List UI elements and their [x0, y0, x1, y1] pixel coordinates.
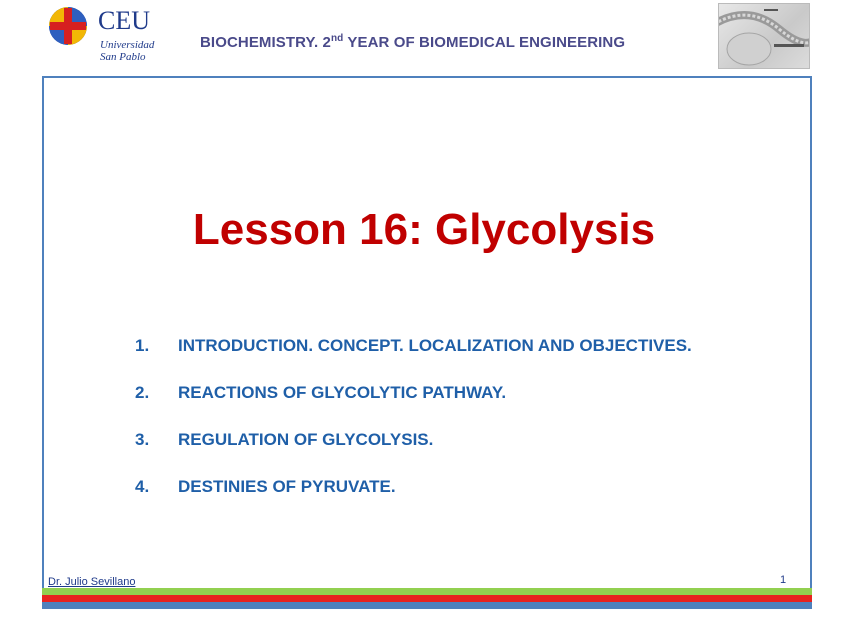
course-title-part2: YEAR OF BIOMEDICAL ENGINEERING — [343, 34, 626, 51]
header-illustration — [718, 3, 810, 69]
ceu-logo — [48, 6, 178, 66]
topic-number: 4. — [135, 477, 150, 496]
topic-label: DESTINIES OF PYRUVATE. — [178, 477, 396, 496]
course-title-part1: BIOCHEMISTRY. 2 — [200, 34, 331, 51]
lesson-title: Lesson 16: Glycolysis — [192, 205, 656, 254]
course-title — [200, 33, 625, 51]
topic-number: 1. — [135, 336, 150, 355]
topic-label: INTRODUCTION. CONCEPT. LOCALIZATION AND OBJECTIVES. — [178, 336, 692, 355]
ceu-cross-icon — [48, 6, 88, 46]
page-number: 1 — [780, 574, 787, 586]
footer-author: Dr. Julio Sevillano — [48, 576, 136, 588]
course-title-sup: nd — [330, 33, 344, 44]
logo-subtitle — [100, 39, 154, 63]
topic-label: REACTIONS OF GLYCOLYTIC PATHWAY. — [178, 383, 507, 402]
footer-stripe-red — [42, 595, 812, 602]
footer-stripe-green — [42, 588, 812, 595]
logo-name: CEU — [98, 6, 150, 35]
footer-stripe-blue — [42, 602, 812, 609]
topic-number: 3. — [135, 430, 150, 449]
topic-number: 2. — [135, 383, 150, 402]
logo-line-1: Universidad — [100, 39, 155, 51]
topic-label: REGULATION OF GLYCOLYSIS. — [178, 430, 434, 449]
membrane-illustration-icon — [719, 4, 810, 69]
logo-line-2: San Pablo — [100, 51, 146, 63]
